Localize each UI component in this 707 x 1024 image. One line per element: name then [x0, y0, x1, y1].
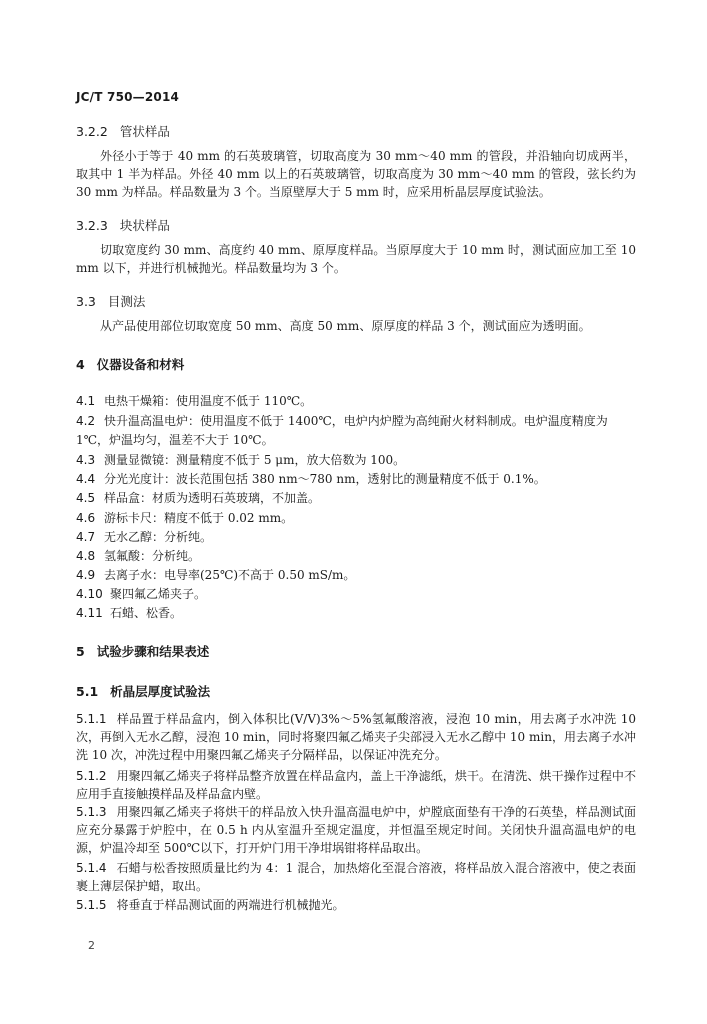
section-3-2-2-heading [76, 122, 170, 140]
step-text: 用聚四氟乙烯夹子将烘干的样品放入快升温高温电炉中，炉膛底面垫有干净的石英垫，样品测试面应充分暴露于炉腔中，在 0.5 h 内从室温升至规定温度，并恒温至规定时间。关闭快升温高温电炉的电源，炉温冷却至 500℃以下，打开炉门用干净坩埚钳将样品取出。 [76, 805, 636, 855]
item-text: 氢氟酸：分析纯。 [104, 549, 201, 563]
item-number: 4.7 [76, 530, 96, 544]
item-text: 去离子水：电导率(25℃)不高于 0.50 mS/m。 [104, 568, 356, 582]
section-3-2-2-paragraph: 外径小于等于 40 mm 的石英玻璃管，切取高度为 30 mm～40 mm 的管段，并沿轴向切成两半，取其中 1 半为样品。外径 40 mm 以上的石英玻璃管，切取高度为 30 mm～40 mm 的管段，弦长约为 30 mm 为样品。样品数量为 3 个。当原壁厚大于 5 mm 时，应采用析晶层厚度试验法。 [76, 149, 636, 199]
equipment-item-continuation: 1℃，炉温均匀，温差不大于 10℃。 [76, 433, 274, 447]
section-number: 3.3 [76, 294, 96, 309]
section-number: 5.1 [76, 684, 99, 699]
procedure-step [76, 859, 636, 895]
item-number: 4.5 [76, 491, 96, 505]
section-number: 3.2.2 [76, 124, 108, 139]
step-number: 5.1.5 [76, 898, 107, 912]
equipment-item [76, 489, 636, 507]
step-number: 5.1.2 [76, 769, 107, 783]
equipment-item [76, 566, 636, 584]
section-number: 5 [76, 644, 85, 659]
step-text: 石蜡与松香按照质量比约为 4：1 混合，加热熔化至混合溶液，将样品放入混合溶液中，使之表面裹上薄层保护蜡，取出。 [76, 861, 636, 893]
item-number: 4.6 [76, 511, 96, 525]
equipment-item [76, 509, 636, 527]
section-5-1-heading [76, 682, 210, 700]
item-text: 石蜡、松香。 [110, 606, 183, 620]
equipment-item [76, 547, 636, 565]
item-text: 分光光度计：波长范围包括 380 nm～780 nm，透射比的测量精度不低于 0.1%。 [104, 472, 546, 486]
procedure-step [76, 767, 636, 803]
step-number: 5.1.1 [76, 712, 107, 726]
section-title: 管状样品 [119, 124, 170, 139]
section-number: 4 [76, 357, 85, 372]
item-text: 电热干燥箱：使用温度不低于 110℃。 [104, 394, 313, 408]
equipment-item [76, 528, 636, 546]
step-number: 5.1.4 [76, 861, 107, 875]
equipment-item [76, 470, 636, 488]
equipment-item [76, 604, 636, 622]
item-number: 4.1 [76, 394, 96, 408]
section-title: 试验步骤和结果表述 [96, 644, 210, 659]
item-number: 4.4 [76, 472, 96, 486]
item-text: 聚四氟乙烯夹子。 [110, 587, 207, 601]
equipment-item [76, 412, 636, 430]
item-number: 4.9 [76, 568, 96, 582]
procedure-step [76, 710, 636, 764]
section-3-2-3-paragraph: 切取宽度约 30 mm、高度约 40 mm、原厚度样品。当原厚度大于 10 mm 时，测试面应加工至 10 mm 以下，并进行机械抛光。样品数量均为 3 个。 [76, 243, 636, 275]
item-text: 游标卡尺：精度不低于 0.02 mm。 [104, 511, 294, 525]
step-text: 用聚四氟乙烯夹子将样品整齐放置在样品盒内，盖上干净滤纸，烘干。在清洗、烘干操作过程中不应用手直接触摸样品及样品盒内壁。 [76, 769, 636, 801]
section-3-3-heading [76, 292, 145, 310]
section-4-heading [76, 355, 184, 373]
equipment-item [76, 585, 636, 603]
step-number: 5.1.3 [76, 805, 107, 819]
section-number: 3.2.3 [76, 218, 108, 233]
item-number: 4.2 [76, 414, 96, 428]
item-text: 样品盒：材质为透明石英玻璃，不加盖。 [104, 491, 321, 505]
item-number: 4.11 [76, 606, 103, 620]
section-title: 仪器设备和材料 [96, 357, 185, 372]
item-text: 快升温高温电炉：使用温度不低于 1400℃，电炉内炉膛为高纯耐火材料制成。电炉温度精度为 [104, 414, 608, 428]
equipment-item [76, 392, 636, 410]
section-title: 目测法 [107, 294, 146, 309]
item-text: 无水乙醇：分析纯。 [104, 530, 213, 544]
section-title: 析晶层厚度试验法 [110, 684, 211, 699]
item-number: 4.10 [76, 587, 103, 601]
procedure-step [76, 803, 636, 857]
item-number: 4.3 [76, 453, 96, 467]
standard-code-header: JC/T 750—2014 [76, 90, 180, 104]
section-3-3-paragraph: 从产品使用部位切取宽度 50 mm、高度 50 mm、原厚度的样品 3 个，测试面应为透明面。 [100, 319, 591, 333]
section-5-heading [76, 642, 209, 660]
step-text: 将垂直于样品测试面的两端进行机械抛光。 [116, 898, 345, 912]
step-text: 样品置于样品盒内，倒入体积比(V/V)3%～5%氢氟酸溶液，浸泡 10 min，用去离子水冲洗 10 次，再倒入无水乙醇，浸泡 10 min，同时将聚四氟乙烯夹子尖部浸入无水乙醇中 10 min，用去离子水冲洗 10 次，冲洗过程中用聚四氟乙烯夹子分隔样品，以保证冲洗充分。 [76, 712, 636, 762]
procedure-step [76, 896, 636, 914]
page-number: 2 [88, 939, 95, 952]
section-title: 块状样品 [119, 218, 170, 233]
section-3-2-3-heading [76, 216, 170, 234]
item-number: 4.8 [76, 549, 96, 563]
item-text: 测量显微镜：测量精度不低于 5 μm，放大倍数为 100。 [104, 453, 406, 467]
equipment-item [76, 451, 636, 469]
